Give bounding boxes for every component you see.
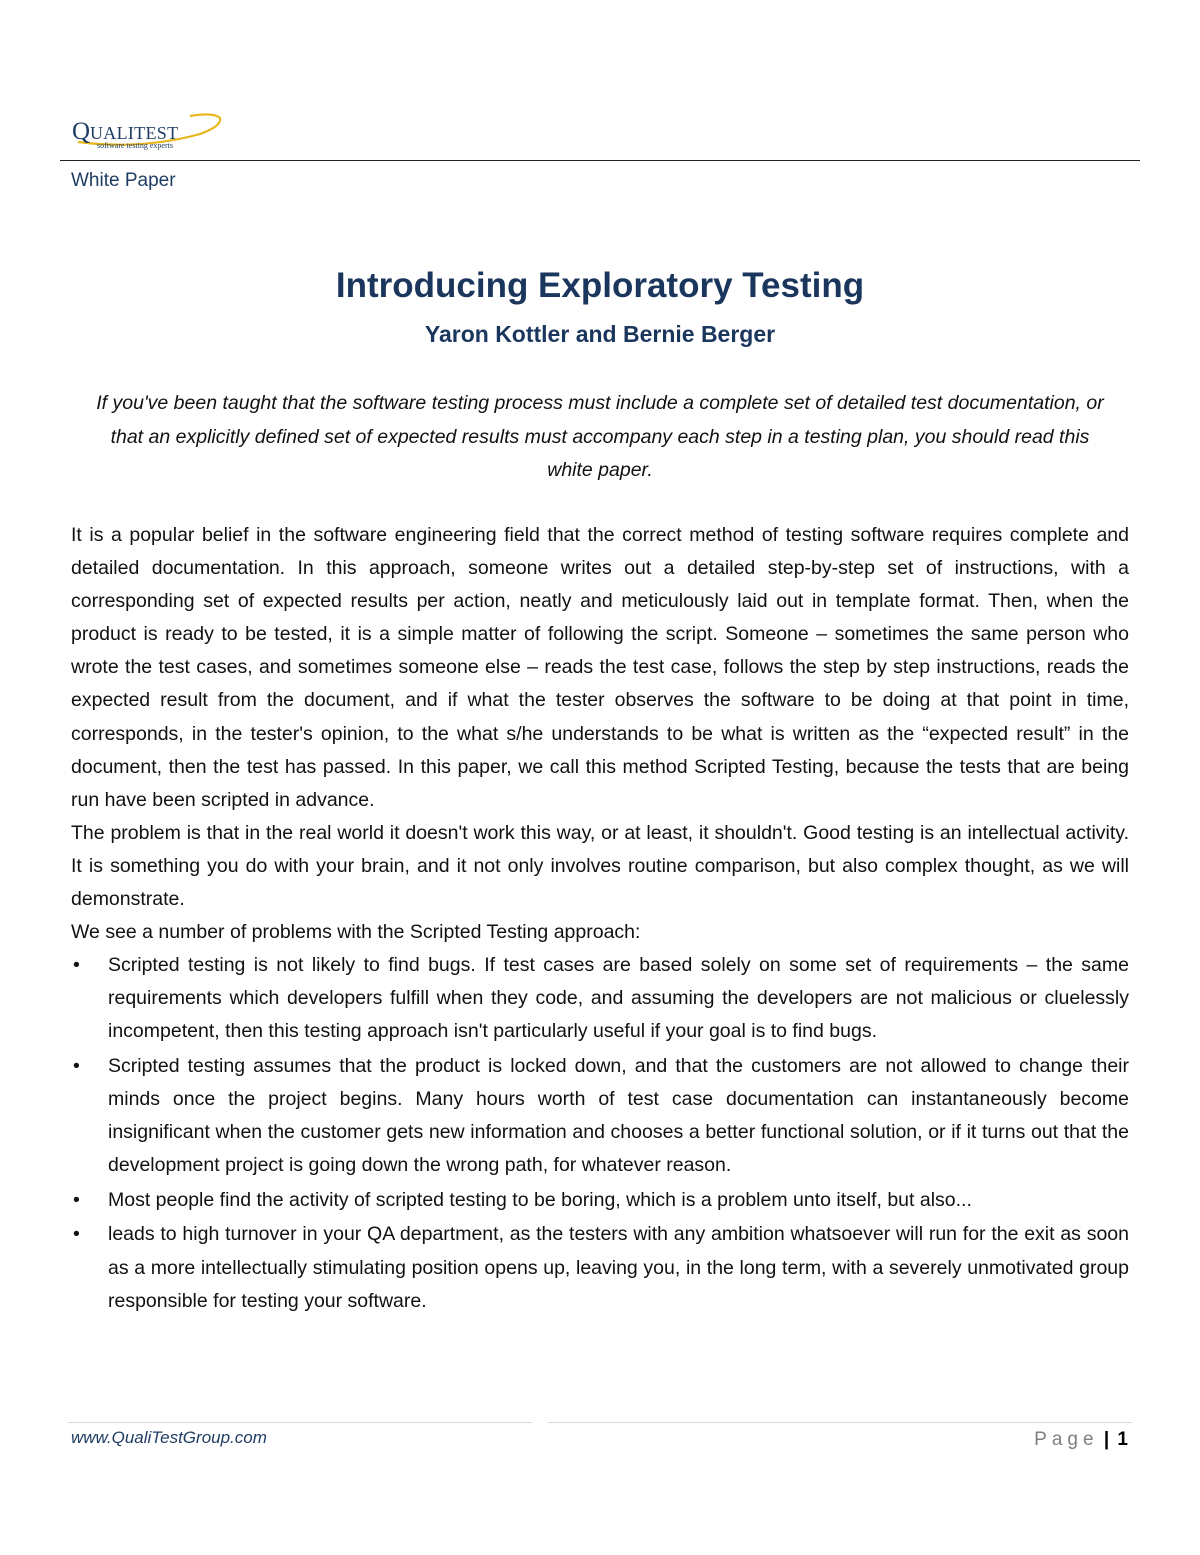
footer-divider-right xyxy=(548,1422,1132,1423)
list-item xyxy=(71,949,1129,1048)
list-item-text: Most people find the activity of scripted testing to be boring, which is a problem unto itself, but also... xyxy=(108,1188,972,1211)
page-separator: | xyxy=(1103,1429,1110,1450)
logo-wordmark-rest: UALITEST xyxy=(90,123,179,143)
qualitest-logo-graphic xyxy=(72,112,224,152)
body-paragraph: We see a number of problems with the Scripted Testing approach: xyxy=(71,921,641,944)
list-item-text: Scripted testing assumes that the product is locked down, and that the customers are not allowed to change their minds once the project begins. Many hours worth of test case documentation can instantaneously become insignificant when the customer gets new information and chooses a better functional solution, or if it turns out that the development project is going down the wrong path, for whatever reason. xyxy=(108,1055,1129,1177)
page-number-value: 1 xyxy=(1117,1429,1128,1450)
list-item-text: leads to high turnover in your QA department, as the testers with any ambition whatsoever will run for the exit as soon as a more intellectually stimulating position opens up, leaving you, in the long term, with a severely unmotivated group responsible for testing your software. xyxy=(108,1223,1129,1312)
list-item-text: Scripted testing is not likely to find bugs. If test cases are based solely on some set of requirements – the same requirements which developers fulfill when they code, and assuming the developers are not malicious or cluelessly incompetent, then this testing approach isn't particularly useful if your goal is to find bugs. xyxy=(108,954,1129,1043)
list-item xyxy=(71,1184,1129,1217)
body-paragraph: The problem is that in the real world it doesn't work this way, or at least, it shouldn't. Good testing is an intellectual activity. It is something you do with your brain, and it not only involves routine comparison, but also complex thought, as we will demonstrate. xyxy=(71,821,1129,911)
bullet-icon: • xyxy=(73,1188,80,1211)
page-title: Introducing Exploratory Testing xyxy=(335,266,865,305)
bullet-icon: • xyxy=(73,1055,80,1077)
list-item xyxy=(71,1218,1129,1317)
website-link[interactable]: www.QualiTestGroup.com xyxy=(71,1428,267,1447)
bullet-icon: • xyxy=(73,1223,80,1246)
qualitest-logo xyxy=(72,112,224,152)
body-paragraph: It is a popular belief in the software engineering field that the correct method of testing software requires complete and detailed documentation. In this approach, someone writes out a detailed step-by-step set of instructions, with a corresponding set of expected results per action, neatly and meticulously laid out in template format. Then, when the product is ready to be tested, it is a simple matter of following the script. Someone – sometimes the same person who wrote the test cases, and sometimes someone else – reads the test case, follows the step by step instructions, reads the expected result from the document, and if what the tester observes the software to be doing at that point in time, corresponds, in the tester's opinion, to the what s/he understands to be what is written as the “expected result” in the document, then the test has passed. In this paper, we call this method Scripted Testing, because the tests that are being run have been scripted in advance. xyxy=(71,524,1129,811)
footer-divider-left xyxy=(68,1422,532,1423)
problems-list xyxy=(71,949,1129,1318)
logo-tagline: software testing experts xyxy=(97,141,173,150)
header-divider xyxy=(60,160,1140,161)
list-item xyxy=(71,1050,1129,1182)
body-content xyxy=(71,519,1129,1319)
bullet-icon: • xyxy=(73,954,80,977)
logo-wordmark-initial: Q xyxy=(72,118,91,145)
document-type-label: White Paper xyxy=(71,170,176,191)
intro-quote: If you've been taught that the software testing process must include a complete set of detailed test documentation, or that an explicitly defined set of expected results must accompany each step in a testing plan, you should read this white paper. xyxy=(96,392,1104,481)
page-indicator xyxy=(1034,1427,1128,1453)
page-label: Page xyxy=(1034,1429,1099,1450)
authors-line: Yaron Kottler and Bernie Berger xyxy=(424,321,776,347)
